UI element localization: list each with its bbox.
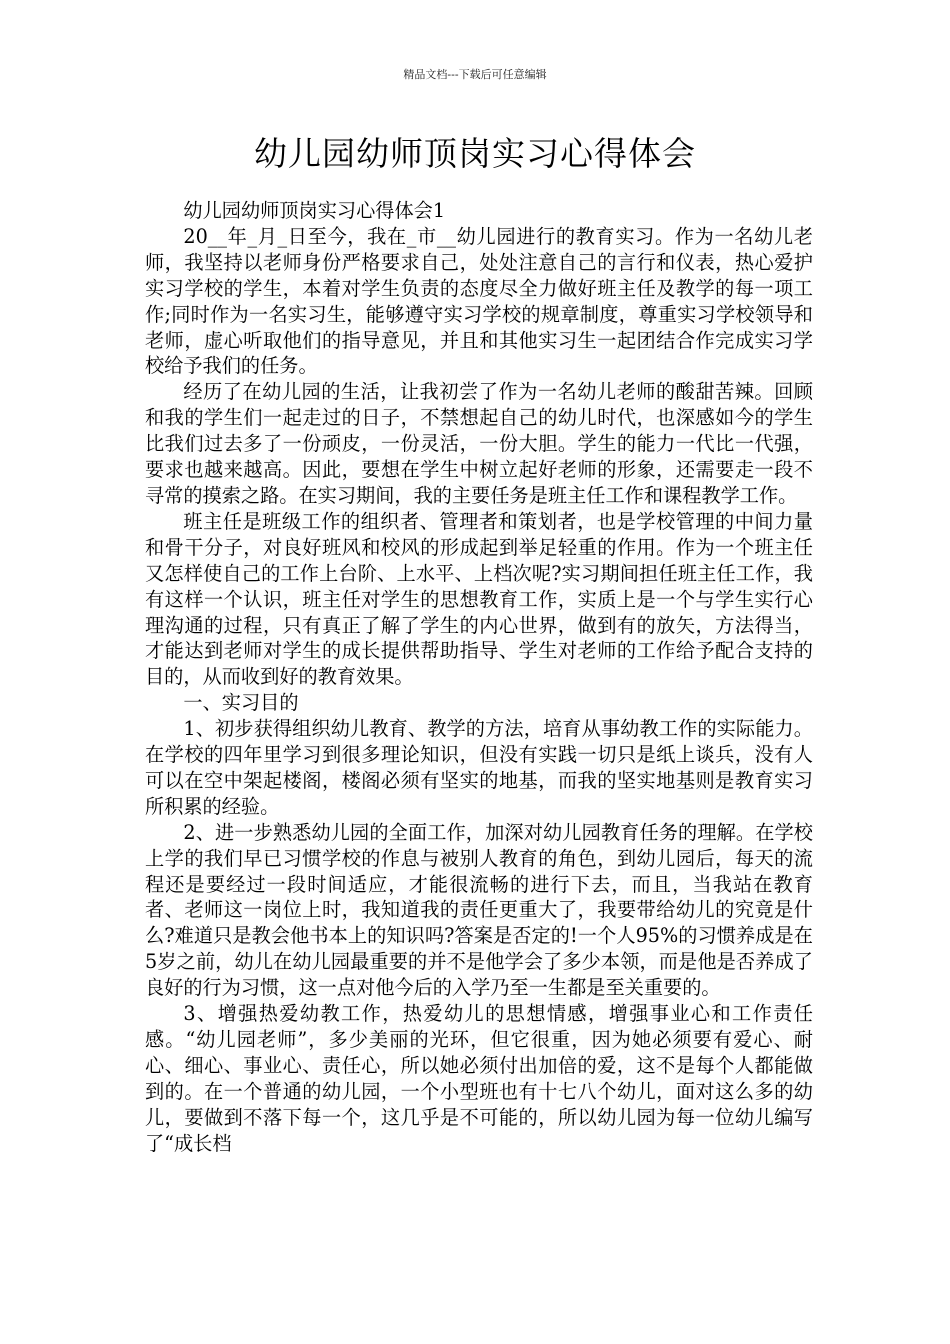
section-heading-purpose: 一、实习目的: [183, 691, 299, 715]
paragraph-class-teacher: 班主任是班级工作的组织者、管理者和策划者，也是学校管理的中间力量和骨干分子，对良好班风和校风的形成起到举足轻重的作用。作为一个班主任又怎样使自己的工作上台阶、上水平、上档次呢?实习期间担任班主任工作，我有这样一个认识，班主任对学生的思想教育工作，实质上是一个与学生实行心理沟通的过程，只有真正了解了学生的内心世界，做到有的放矢，方法得当，才能达到老师对学生的成长提供帮助指导、学生对老师的工作给予配合支持的目的，从而收到好的教育效果。: [145, 509, 813, 689]
paragraph-purpose-3: 3、增强热爱幼教工作，热爱幼儿的思想情感，增强事业心和工作责任感。“幼儿园老师”，多少美丽的光环，但它很重，因为她必须要有爱心、耐心、细心、事业心、责任心，所以她必须付出加倍的爱，这不是每个人都能做到的。在一个普通的幼儿园，一个小型班也有十七八个幼儿，面对这么多的幼儿，要做到不落下每一个，这几乎是不可能的，所以幼儿园为每一位幼儿编写了“成长档: [145, 1002, 813, 1155]
paragraph-experience: 经历了在幼儿园的生活，让我初尝了作为一名幼儿老师的酸甜苦辣。回顾和我的学生们一起走过的日子，不禁想起自己的幼儿时代，也深感如今的学生比我们过去多了一份顽皮，一份灵活，一份大胆。学生的能力一代比一代强，要求也越来越高。因此，要想在学生中树立起好老师的形象，还需要走一段不寻常的摸索之路。在实习期间，我的主要任务是班主任工作和课程教学工作。: [145, 380, 813, 507]
paragraph-intro: 20__年_月_日至今，我在_市__幼儿园进行的教育实习。作为一名幼儿老师，我坚持以老师身份严格要求自己，处处注意自己的言行和仪表，热心爱护实习学校的学生，本着对学生负责的态度尽全力做好班主任及教学的每一项工作;同时作为一名实习生，能够遵守实习学校的规章制度，尊重实习学校领导和老师，虚心听取他们的指导意见，并且和其他实习生一起团结合作完成实习学校给予我们的任务。: [145, 224, 813, 378]
paragraph-subtitle: 幼儿园幼师顶岗实习心得体会1: [183, 199, 446, 222]
paragraph-purpose-2: 2、进一步熟悉幼儿园的全面工作，加深对幼儿园教育任务的理解。在学校上学的我们早已习惯学校的作息与被别人教育的角色，到幼儿园后，每天的流程还是要经过一段时间适应，才能很流畅的进行下去，而且，当我站在教育者、老师这一岗位上时，我知道我的责任更重大了，我要带给幼儿的究竟是什么?难道只是教会他书本上的知识吗?答案是否定的!一个人95%的习惯养成是在5岁之前，幼儿在幼儿园最重要的并不是他学会了多少本领，而是他是否养成了良好的行为习惯，这一点对他今后的入学乃至一生都是至关重要的。: [145, 820, 813, 1000]
document-body: [145, 198, 813, 1157]
paragraph-purpose-1: 1、初步获得组织幼儿教育、教学的方法，培育从事幼教工作的实际能力。在学校的四年里学习到很多理论知识，但没有实践一切只是纸上谈兵，没有人可以在空中架起楼阁，楼阁必须有坚实的地基，而我的坚实地基则是教育实习所积累的经验。: [145, 717, 813, 818]
document-title: 幼儿园幼师顶岗实习心得体会: [254, 134, 696, 173]
header-note: 精品文档---下载后可任意编辑: [403, 68, 547, 81]
